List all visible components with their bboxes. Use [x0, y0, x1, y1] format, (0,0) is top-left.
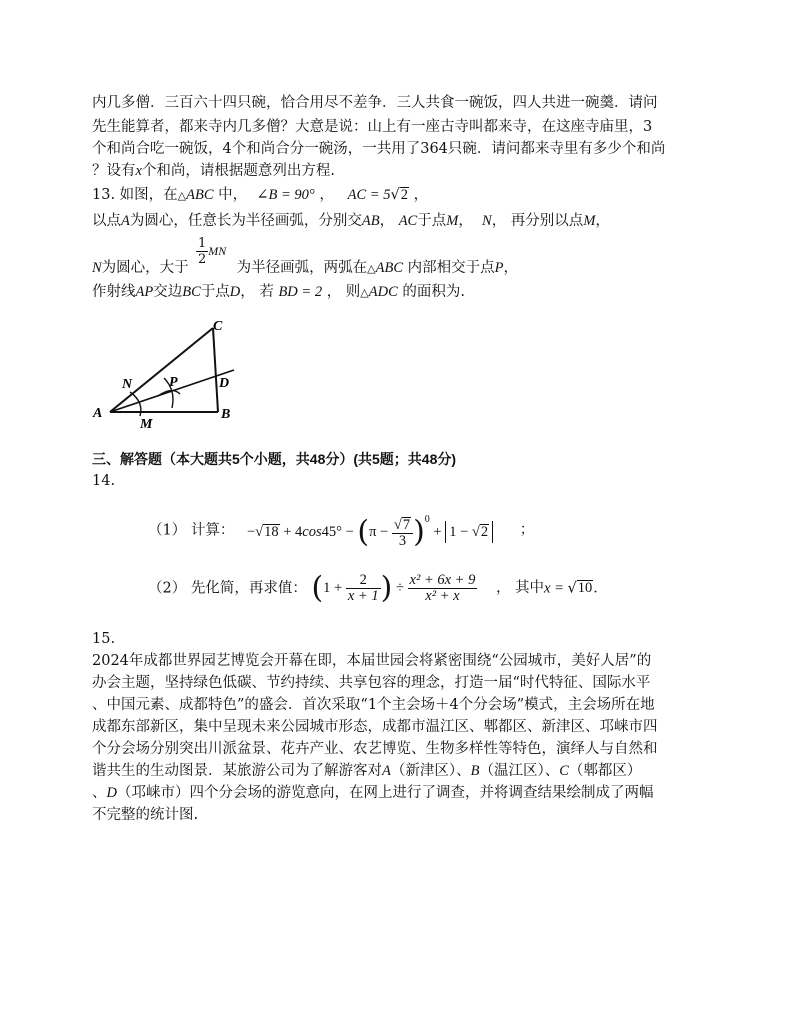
triangle-figure	[88, 316, 248, 432]
question-13-line3: N为圆心，大于 为半径画弧，两弧在△ABC 内部相交于点P，	[92, 260, 518, 276]
math-var: x	[135, 163, 142, 179]
math-symbol: ÷	[395, 580, 404, 596]
text-line: 先生能算者，都来寺内几多僧？大意是说：山上有一座古寺叫都来寺，在这座寺庙里，3	[92, 119, 653, 135]
question-13-line1: 13. 如图，在△ABC 中， ∠B = 90° ， AC = 5√2 ，	[92, 187, 429, 203]
fraction	[408, 573, 478, 604]
fraction-denominator: x² + x	[425, 588, 460, 605]
text-line: 内几多僧．三百六十四只碗，恰合用尽不差争．三人共食一碗饭，四人共进一碗羹．请问	[92, 95, 658, 111]
text-line: 个分会场分别突出川派盆景、花卉产业、农艺博览、生物多样性等特色，演绎人与自然和	[92, 741, 658, 757]
label-n: N	[122, 377, 133, 392]
text-segment: ，	[595, 213, 610, 229]
side-ac	[110, 328, 213, 412]
question-14-part2: （2） 先化简，再求值： (1 + $\frac{2}{x + 1}$ ) ÷ $\frac{\text{x² + 6x + 9}}{\text{x² + x}}$ ， 其中x = √10．	[148, 568, 608, 609]
math-var: AP	[135, 284, 154, 300]
text-segment: ，	[379, 213, 395, 229]
question-number: 13. 如图，在	[92, 187, 178, 203]
math-var: AC	[398, 213, 418, 229]
math-radicand: 2	[400, 187, 408, 203]
text-line	[92, 761, 641, 781]
math-var: M	[583, 213, 596, 229]
text-segment: （温江区）、	[479, 763, 560, 779]
part-label: （1） 计算：	[148, 522, 235, 539]
math-var: ADC	[368, 284, 398, 300]
fraction-numerator: 1	[198, 236, 207, 251]
text-segment: 谐共生的生动图景．某旅游公司为了解游客对	[92, 763, 382, 779]
math-radicand: 18	[264, 523, 279, 540]
math-var: N	[482, 213, 492, 229]
text-segment: ，	[413, 187, 429, 203]
text-segment: ， 若	[240, 284, 274, 300]
label-p: P	[169, 375, 178, 390]
label-b: B	[221, 407, 231, 422]
math-var: ABC	[186, 187, 214, 203]
text-line	[92, 783, 653, 803]
text-segment: ， 再分别以点	[491, 213, 584, 229]
text-segment: 交边	[153, 284, 183, 300]
math-var: P	[494, 260, 504, 276]
text-segment: ；	[519, 522, 535, 539]
fraction-denominator: 3	[398, 532, 407, 549]
math-expr: π −	[369, 523, 389, 540]
math-var: D	[106, 785, 117, 801]
math-var: AB	[361, 213, 380, 229]
text-segment: 的面积为.	[402, 284, 465, 300]
question-number: 14.	[92, 473, 116, 489]
math-var: N	[92, 260, 102, 276]
question-14-part1	[148, 508, 534, 553]
text-segment: 以点	[92, 213, 121, 229]
label-c: C	[213, 319, 223, 334]
section-heading: 三、解答题（本大题共5个小题，共48分）(共5题；共48分)	[92, 451, 457, 467]
text-line: 不完整的统计图.	[92, 807, 199, 823]
text-segment: （郫都区）	[568, 763, 642, 779]
math-symbol: +	[429, 523, 446, 540]
label-a: A	[93, 406, 103, 421]
math-expr: 1 +	[323, 580, 346, 596]
text-segment: 于点	[200, 284, 230, 300]
question-13-line4: 作射线AP交边BC于点D， 若 BD = 2 ， 则△ADC 的面积为.	[92, 284, 465, 300]
text-segment: ， 则	[326, 284, 361, 300]
text-segment: 、	[92, 785, 107, 801]
text-segment: 内部相交于点	[407, 260, 495, 276]
text-segment: ，	[458, 213, 473, 229]
fraction-numerator: x² + 6x + 9	[409, 572, 476, 589]
text-segment: （新津区）、	[390, 763, 471, 779]
text-line: 办会主题，坚持绿色低碳、节约持续、共享包容的理念，打造一届“时代特征、国际水平	[92, 675, 651, 691]
text-segment: ，	[319, 187, 334, 203]
text-segment: 作射线	[92, 284, 136, 300]
math-expr: 45° −	[321, 523, 354, 540]
text-segment: 为圆心，任意长为半径画弧，分别交	[129, 213, 362, 229]
text-line: 成都东部新区，集中呈现未来公园城市形态，成都市温江区、郫都区、新津区、邛崃市四	[92, 719, 658, 735]
math-func: cos	[302, 523, 322, 540]
fraction-numerator: 2	[346, 573, 381, 589]
text-segment: ， 其中	[495, 580, 545, 597]
expression-2: (1 + $\frac{2}{x + 1}$ ) ÷ $\frac{\text{x² + 6x + 9}}{\text{x² + x}}$	[311, 570, 476, 606]
text-line: 、中国元素、成都特色”的盛会．首次采取“1个主会场＋4个分会场”模式，主会场所在地	[92, 697, 655, 713]
text-segment: 个和尚，请根据题意列出方程.	[141, 163, 336, 179]
math-var: D	[229, 284, 241, 300]
math-expr: AC = 5	[347, 187, 391, 203]
side-bc	[213, 328, 218, 412]
math-var: MN	[208, 244, 227, 258]
exponent: 0	[424, 514, 430, 525]
label-m: M	[140, 417, 153, 432]
math-var: A	[382, 763, 391, 779]
fraction	[346, 573, 381, 604]
text-segment: 于点	[417, 213, 447, 229]
text-line: 2024年成都世界园艺博览会开幕在即，本届世园会将紧密围绕“公园城市，美好人居”的	[92, 653, 652, 669]
text-segment: （邛崃市）四个分会场的游览意向，在网上进行了调查，并将调查结果绘制成了两幅	[116, 785, 654, 801]
math-var: A	[121, 213, 130, 229]
text-segment: 中，	[213, 187, 248, 203]
math-expr: 1 −	[449, 523, 472, 540]
text-line	[92, 161, 335, 181]
fraction: $\frac{√7}{3}$	[392, 517, 413, 549]
math-radicand: 2	[480, 523, 489, 540]
question-13-line2	[92, 211, 610, 231]
text-segment: ．	[593, 580, 608, 597]
text-segment: ？设有	[92, 163, 136, 179]
label-d: D	[219, 376, 230, 391]
math-radicand: 7	[402, 516, 411, 533]
math-expr: ∠B = 90°	[256, 187, 315, 203]
math-var: BC	[182, 284, 201, 300]
part-label: （2） 先化简，再求值：	[148, 580, 307, 597]
fraction-denominator: x + 1	[347, 588, 379, 605]
fraction-denominator: 2	[198, 252, 207, 267]
question-number: 15.	[92, 631, 116, 647]
absolute-value: 1 − √2	[445, 521, 493, 543]
math-var: B	[470, 763, 480, 779]
math-symbol: −	[246, 523, 256, 540]
text-segment: 为半径画弧，两弧在	[236, 260, 368, 276]
math-radicand: 10	[577, 580, 593, 597]
expression-1: −√18 + 4cos45° − (π − $\frac{√7}{3}$ )$^0$ + 1 − √2	[247, 508, 493, 553]
math-expr: BD = 2	[278, 284, 323, 300]
math-var: C	[559, 763, 569, 779]
math-expr: x =	[544, 580, 568, 597]
text-segment: 为圆心，大于	[101, 260, 189, 276]
math-var: M	[446, 213, 459, 229]
text-segment: ，	[503, 260, 518, 276]
math-expr: + 4	[279, 523, 303, 540]
text-line: 个和尚合吃一碗饭，4个和尚合分一碗汤，一共用了364只碗．请问都来寺里有多少个和尚	[92, 141, 666, 157]
math-var: ABC	[375, 260, 404, 276]
